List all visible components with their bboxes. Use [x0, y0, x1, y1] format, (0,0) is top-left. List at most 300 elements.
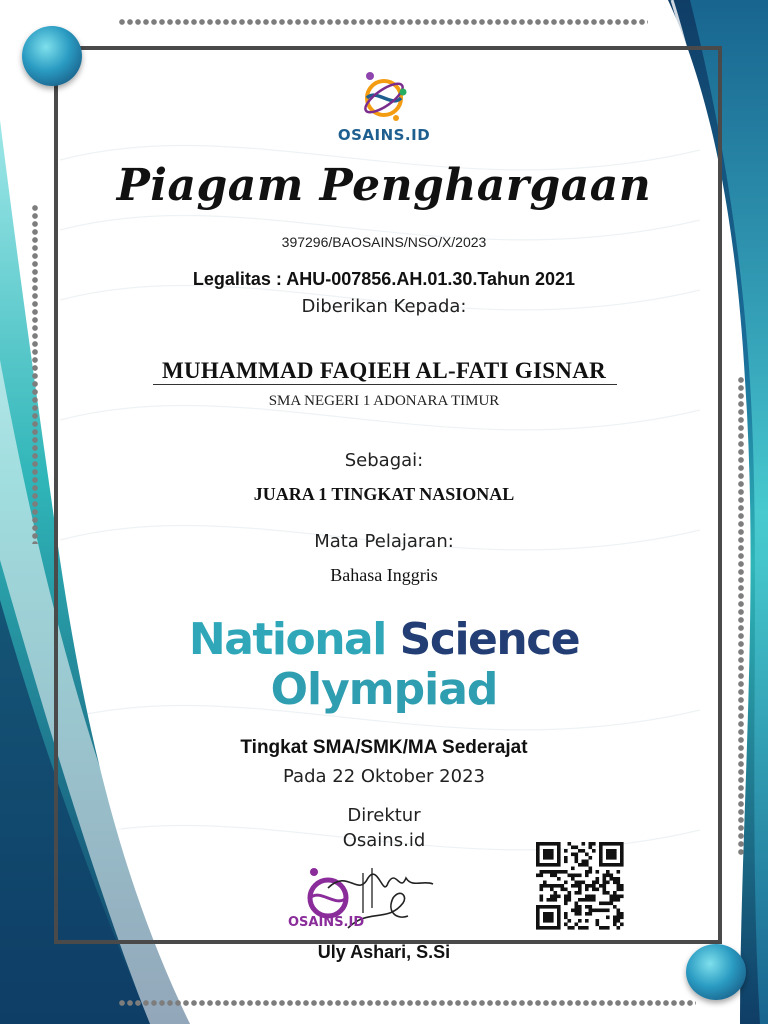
qr-module	[557, 919, 561, 923]
qr-module	[589, 905, 593, 909]
qr-module	[578, 919, 582, 923]
qr-module	[589, 912, 593, 916]
qr-module	[596, 881, 600, 885]
qr-module	[554, 884, 558, 888]
qr-module	[536, 856, 540, 860]
qr-module	[554, 898, 558, 902]
qr-module	[613, 842, 617, 846]
qr-module	[557, 860, 561, 864]
qr-module	[557, 916, 561, 920]
qr-module	[561, 884, 565, 888]
qr-module	[564, 881, 568, 885]
signer-name: Uly Ashari, S.Si	[317, 942, 451, 962]
qr-module	[568, 926, 572, 930]
qr-module	[547, 863, 551, 867]
qr-module	[536, 912, 540, 916]
qr-module	[536, 919, 540, 923]
qr-module	[547, 853, 551, 857]
event-title-line1	[0, 614, 768, 665]
qr-module	[543, 919, 547, 923]
qr-module	[547, 898, 551, 902]
qr-module	[610, 877, 614, 881]
qr-module	[540, 842, 544, 846]
qr-module	[557, 863, 561, 867]
qr-module	[571, 884, 575, 888]
qr-module	[571, 853, 575, 857]
qr-module	[557, 923, 561, 927]
qr-module	[606, 856, 610, 860]
qr-module	[554, 895, 558, 899]
qr-module	[610, 853, 614, 857]
qr-module	[536, 874, 540, 878]
qr-module	[547, 905, 551, 909]
qr-module	[536, 909, 540, 913]
qr-module	[603, 888, 607, 892]
qr-module	[620, 860, 624, 864]
qr-module	[554, 842, 558, 846]
qr-module	[547, 926, 551, 930]
qr-module	[610, 849, 614, 853]
qr-module	[557, 926, 561, 930]
qr-module	[617, 898, 621, 902]
qr-module	[543, 905, 547, 909]
qr-module	[557, 912, 561, 916]
qr-module	[596, 923, 600, 927]
qr-module	[571, 909, 575, 913]
qr-module	[585, 874, 589, 878]
qr-module	[550, 912, 554, 916]
qr-module	[589, 884, 593, 888]
qr-module	[613, 853, 617, 857]
qr-module	[610, 842, 614, 846]
qr-module	[610, 863, 614, 867]
qr-module	[610, 856, 614, 860]
qr-module	[578, 849, 582, 853]
qr-module	[578, 898, 582, 902]
qr-module	[589, 846, 593, 850]
qr-module	[592, 884, 596, 888]
qr-module	[596, 870, 600, 874]
qr-module	[596, 909, 600, 913]
qr-module	[536, 923, 540, 927]
qr-module	[547, 870, 551, 874]
qr-module	[606, 881, 610, 885]
qr-module	[554, 863, 558, 867]
certificate-title: Piagam Penghargaan	[116, 160, 652, 211]
qr-module	[585, 898, 589, 902]
qr-module	[547, 919, 551, 923]
subject-label: Mata Pelajaran:	[314, 531, 454, 552]
qr-module	[603, 863, 607, 867]
qr-module	[578, 912, 582, 916]
qr-module	[540, 905, 544, 909]
qr-module	[599, 846, 603, 850]
signer-organization: Osains.id	[342, 830, 426, 851]
qr-module	[592, 888, 596, 892]
qr-module	[620, 923, 624, 927]
qr-module	[606, 916, 610, 920]
subject-name: Bahasa Inggris	[330, 565, 438, 585]
qr-module	[540, 863, 544, 867]
qr-module	[599, 884, 603, 888]
qr-module	[592, 898, 596, 902]
qr-module	[617, 888, 621, 892]
reference-number: 397296/BAOSAINS/NSO/X/2023	[281, 234, 487, 250]
qr-module	[585, 884, 589, 888]
qr-module	[620, 884, 624, 888]
qr-module	[540, 870, 544, 874]
qr-module	[540, 884, 544, 888]
qr-module	[578, 891, 582, 895]
qr-module	[603, 874, 607, 878]
qr-module	[613, 919, 617, 923]
qr-module	[575, 891, 579, 895]
qr-module	[550, 895, 554, 899]
qr-module	[550, 888, 554, 892]
qr-module	[620, 912, 624, 916]
qr-module	[575, 884, 579, 888]
qr-module	[578, 888, 582, 892]
qr-module	[578, 884, 582, 888]
qr-module	[585, 863, 589, 867]
qr-module	[589, 895, 593, 899]
qr-module	[585, 912, 589, 916]
qr-module	[571, 846, 575, 850]
qr-module	[592, 842, 596, 846]
qr-module	[606, 926, 610, 930]
qr-module	[547, 849, 551, 853]
qr-module	[578, 905, 582, 909]
qr-module	[536, 853, 540, 857]
qr-module	[582, 926, 586, 930]
bottom-dotted-border	[118, 1000, 696, 1006]
qr-module	[550, 863, 554, 867]
signature-stamp	[288, 858, 438, 938]
qr-module	[557, 884, 561, 888]
qr-module	[603, 902, 607, 906]
qr-module	[603, 842, 607, 846]
qr-module	[589, 909, 593, 913]
recipient-name: MUHAMMAD FAQIEH AL-FATI GISNAR	[161, 358, 607, 383]
qr-module	[613, 891, 617, 895]
qr-module	[554, 891, 558, 895]
qr-module	[620, 849, 624, 853]
qr-module	[568, 895, 572, 899]
qr-module	[620, 888, 624, 892]
qr-module	[613, 916, 617, 920]
signer-role: Direktur	[347, 805, 421, 826]
qr-module	[550, 870, 554, 874]
qr-module	[564, 912, 568, 916]
qr-module	[613, 881, 617, 885]
qr-module	[550, 926, 554, 930]
qr-module	[536, 849, 540, 853]
qr-module	[540, 926, 544, 930]
qr-module	[613, 895, 617, 899]
qr-module	[568, 842, 572, 846]
qr-module	[578, 863, 582, 867]
qr-module	[606, 909, 610, 913]
qr-module	[578, 909, 582, 913]
award-title: JUARA 1 TINGKAT NASIONAL	[253, 484, 515, 504]
qr-module	[620, 916, 624, 920]
qr-module	[603, 891, 607, 895]
qr-module	[613, 923, 617, 927]
qr-module	[575, 846, 579, 850]
qr-module	[617, 877, 621, 881]
qr-module	[596, 888, 600, 892]
event-title-word-national: National	[188, 614, 386, 665]
qr-module	[578, 926, 582, 930]
event-title-word-science: Science	[399, 614, 580, 665]
qr-module	[543, 842, 547, 846]
qr-module	[617, 919, 621, 923]
qr-module	[550, 905, 554, 909]
qr-module	[599, 902, 603, 906]
top-dotted-border	[118, 19, 648, 25]
qr-module	[547, 884, 551, 888]
qr-module	[547, 856, 551, 860]
qr-module	[585, 926, 589, 930]
qr-module	[550, 916, 554, 920]
qr-module	[554, 905, 558, 909]
qr-module	[550, 856, 554, 860]
qr-module	[550, 849, 554, 853]
qr-module	[585, 919, 589, 923]
qr-module	[610, 902, 614, 906]
qr-module	[557, 846, 561, 850]
qr-module	[589, 870, 593, 874]
qr-module	[571, 867, 575, 871]
qr-module	[564, 856, 568, 860]
qr-module	[617, 870, 621, 874]
qr-module	[582, 860, 586, 864]
qr-module	[613, 856, 617, 860]
stamp-text: OSAINS.ID	[288, 915, 365, 930]
qr-module	[550, 884, 554, 888]
qr-module	[557, 909, 561, 913]
qr-module	[568, 919, 572, 923]
qr-module	[599, 863, 603, 867]
qr-module	[606, 902, 610, 906]
qr-module	[606, 853, 610, 857]
qr-module	[557, 870, 561, 874]
qr-module	[550, 874, 554, 878]
qr-module	[557, 895, 561, 899]
qr-module	[617, 909, 621, 913]
qr-module	[564, 898, 568, 902]
qr-module	[617, 884, 621, 888]
qr-module	[568, 874, 572, 878]
qr-module	[575, 909, 579, 913]
qr-module	[613, 905, 617, 909]
qr-module	[617, 842, 621, 846]
qr-module	[610, 898, 614, 902]
qr-module	[564, 870, 568, 874]
qr-module	[620, 863, 624, 867]
qr-module	[613, 877, 617, 881]
qr-module	[557, 856, 561, 860]
qr-module	[582, 881, 586, 885]
qr-module	[582, 863, 586, 867]
qr-module	[575, 881, 579, 885]
qr-module	[617, 863, 621, 867]
qr-module	[543, 912, 547, 916]
qr-module	[575, 905, 579, 909]
qr-module	[557, 842, 561, 846]
qr-module	[540, 895, 544, 899]
qr-module	[540, 888, 544, 892]
qr-module	[613, 849, 617, 853]
qr-module	[617, 912, 621, 916]
qr-module	[603, 877, 607, 881]
qr-module	[575, 860, 579, 864]
qr-module	[589, 842, 593, 846]
qr-module	[536, 863, 540, 867]
qr-module	[575, 923, 579, 927]
qr-module	[536, 926, 540, 930]
qr-module	[571, 926, 575, 930]
qr-module	[599, 909, 603, 913]
as-label: Sebagai:	[344, 450, 424, 471]
atom-globe-logo-icon	[356, 68, 412, 124]
qr-module	[617, 895, 621, 899]
qr-module	[585, 905, 589, 909]
qr-module	[575, 912, 579, 916]
given-to-label: Diberikan Kepada:	[301, 296, 467, 317]
qr-module	[617, 916, 621, 920]
qr-module	[564, 902, 568, 906]
event-date: Pada 22 Oktober 2023	[283, 766, 485, 787]
qr-module	[578, 874, 582, 878]
qr-module	[603, 884, 607, 888]
qr-module	[568, 898, 572, 902]
qr-module	[557, 849, 561, 853]
qr-module	[606, 863, 610, 867]
qr-module	[536, 842, 540, 846]
qr-module	[557, 877, 561, 881]
qr-module	[585, 870, 589, 874]
qr-module	[543, 884, 547, 888]
qr-module	[561, 888, 565, 892]
qr-module	[543, 853, 547, 857]
qr-module	[564, 895, 568, 899]
qr-module	[592, 849, 596, 853]
qr-module	[599, 856, 603, 860]
qr-module	[582, 898, 586, 902]
qr-module	[575, 856, 579, 860]
qr-module	[589, 867, 593, 871]
qr-module	[571, 877, 575, 881]
qr-module	[620, 895, 624, 899]
qr-module	[606, 874, 610, 878]
qr-module	[585, 853, 589, 857]
qr-module	[606, 849, 610, 853]
qr-module	[585, 888, 589, 892]
qr-module	[543, 916, 547, 920]
legality-text: Legalitas : AHU-007856.AH.01.30.Tahun 2021	[192, 269, 576, 289]
event-title-line2: Olympiad	[270, 664, 498, 715]
qr-module	[617, 881, 621, 885]
qr-module	[547, 842, 551, 846]
qr-module	[564, 888, 568, 892]
qr-module	[547, 912, 551, 916]
qr-module	[596, 919, 600, 923]
corner-ornament-top-left	[22, 26, 82, 86]
qr-module	[564, 860, 568, 864]
qr-module	[557, 905, 561, 909]
qr-module	[596, 877, 600, 881]
qr-module	[606, 870, 610, 874]
qr-module	[554, 870, 558, 874]
qr-module	[620, 846, 624, 850]
qr-module	[564, 923, 568, 927]
name-underline	[153, 384, 617, 385]
qr-module	[540, 874, 544, 878]
qr-module	[547, 916, 551, 920]
recipient-school: SMA NEGERI 1 ADONARA TIMUR	[268, 393, 500, 409]
qr-module	[599, 926, 603, 930]
qr-module	[620, 856, 624, 860]
logo-wordmark: OSAINS.ID	[337, 126, 431, 144]
qr-module	[589, 856, 593, 860]
qr-module	[536, 905, 540, 909]
qr-module	[550, 853, 554, 857]
qr-module	[599, 842, 603, 846]
qr-module	[578, 881, 582, 885]
qr-code	[536, 842, 626, 930]
qr-module	[557, 853, 561, 857]
qr-module	[536, 860, 540, 864]
qr-module	[543, 849, 547, 853]
qr-module	[543, 881, 547, 885]
event-level: Tingkat SMA/SMK/MA Sederajat	[240, 737, 528, 758]
qr-module	[582, 842, 586, 846]
qr-module	[620, 842, 624, 846]
qr-module	[610, 895, 614, 899]
qr-module	[543, 870, 547, 874]
qr-module	[564, 916, 568, 920]
qr-module	[575, 902, 579, 906]
qr-module	[603, 926, 607, 930]
qr-module	[550, 898, 554, 902]
qr-module	[543, 856, 547, 860]
qr-module	[568, 891, 572, 895]
qr-module	[564, 849, 568, 853]
qr-module	[561, 870, 565, 874]
qr-module	[571, 874, 575, 878]
qr-module	[575, 853, 579, 857]
qr-module	[617, 926, 621, 930]
qr-module	[585, 860, 589, 864]
qr-module	[550, 919, 554, 923]
qr-module	[610, 874, 614, 878]
qr-module	[554, 874, 558, 878]
qr-module	[540, 898, 544, 902]
qr-module	[603, 881, 607, 885]
qr-module	[536, 846, 540, 850]
qr-module	[592, 881, 596, 885]
qr-module	[599, 853, 603, 857]
qr-module	[585, 895, 589, 899]
qr-module	[606, 891, 610, 895]
qr-module	[554, 926, 558, 930]
qr-module	[599, 860, 603, 864]
qr-module	[575, 874, 579, 878]
qr-module	[613, 898, 617, 902]
qr-module	[589, 898, 593, 902]
qr-module	[599, 849, 603, 853]
